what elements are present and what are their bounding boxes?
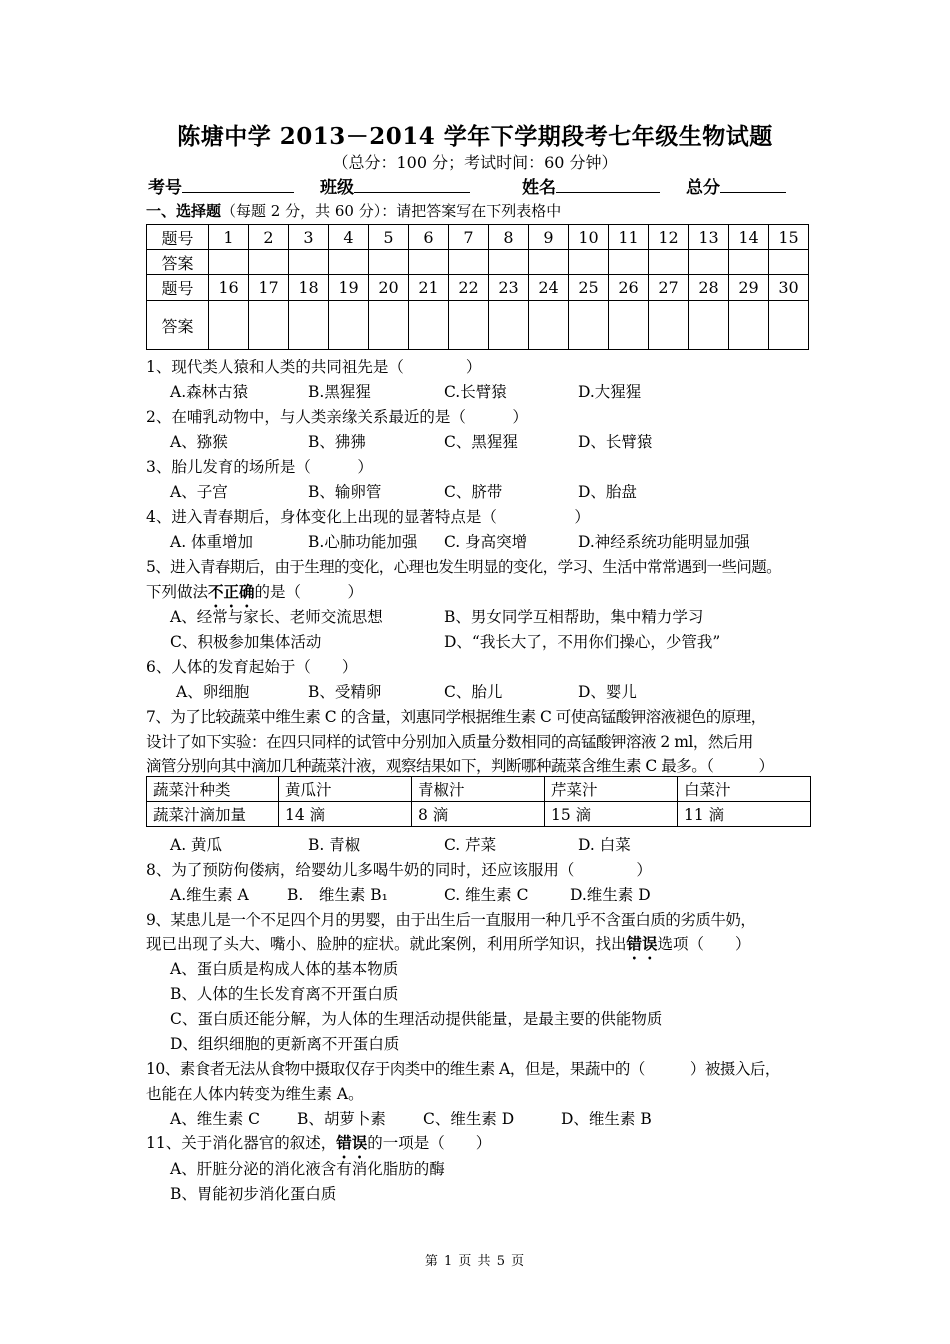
class-blank[interactable] xyxy=(354,174,470,193)
question-7-stem-line3: 滴管分别向其中滴加几种蔬菜汁液，观察结果如下，判断哪种蔬菜含维生素 C 最多。（ ） xyxy=(146,757,774,775)
question-7-option-c[interactable]: C. 芹菜 xyxy=(444,836,497,854)
answer-cell[interactable] xyxy=(689,250,729,275)
question-11-emphasis: 错误 xyxy=(336,1133,368,1152)
number-cell: 16 xyxy=(209,275,249,301)
question-6-stem: 6、人体的发育起始于（ ） xyxy=(146,658,358,676)
veg-header-cell: 蔬菜汁种类 xyxy=(147,777,279,802)
answer-row-2 xyxy=(147,301,809,350)
question-9-emphasis: 错误 xyxy=(626,934,658,953)
number-cell: 14 xyxy=(729,225,769,250)
answer-table xyxy=(146,224,809,350)
number-cell: 25 xyxy=(569,275,609,301)
question-10-option-d[interactable]: D、维生素 B xyxy=(561,1110,652,1128)
answer-cell[interactable] xyxy=(249,301,289,350)
question-1-option-d[interactable]: D.大猩猩 xyxy=(578,383,642,401)
question-5-option-c[interactable]: C、积极参加集体活动 xyxy=(170,633,322,651)
total-field[interactable] xyxy=(686,173,786,198)
number-cell: 17 xyxy=(249,275,289,301)
exam-no-field[interactable] xyxy=(148,173,294,198)
answer-cell[interactable] xyxy=(569,250,609,275)
question-4-stem: 4、进入青春期后，身体变化上出现的显著特点是（ ） xyxy=(146,508,590,526)
number-cell: 5 xyxy=(369,225,409,250)
question-5-emphasis: 不正确 xyxy=(208,582,255,601)
question-6-option-c[interactable]: C、胎儿 xyxy=(444,683,503,701)
section1-heading xyxy=(146,200,561,221)
question-1-option-b[interactable]: B.黑猩猩 xyxy=(308,383,371,401)
answer-cell[interactable] xyxy=(609,250,649,275)
question-8-option-a[interactable]: A.维生素 A xyxy=(170,886,249,904)
question-8-option-b[interactable]: B. 维生素 B₁ xyxy=(287,886,388,904)
answer-cell[interactable] xyxy=(609,301,649,350)
number-cell: 27 xyxy=(649,275,689,301)
answer-cell[interactable] xyxy=(489,250,529,275)
answer-cell[interactable] xyxy=(489,301,529,350)
number-cell: 30 xyxy=(769,275,809,301)
veg-data-cell: 14 滴 xyxy=(279,802,412,827)
answer-cell[interactable] xyxy=(769,250,809,275)
number-cell: 1 xyxy=(209,225,249,250)
answer-cell[interactable] xyxy=(329,250,369,275)
number-cell: 10 xyxy=(569,225,609,250)
number-cell: 22 xyxy=(449,275,489,301)
question-9-stem-post: 选项（ ） xyxy=(657,935,751,953)
number-cell: 28 xyxy=(689,275,729,301)
question-11-option-a[interactable]: A、肝脏分泌的消化液含有消化脂肪的酶 xyxy=(170,1160,445,1178)
page-footer: 第 1 页 共 5 页 xyxy=(424,1254,526,1269)
question-6-option-b[interactable]: B、受精卵 xyxy=(308,683,382,701)
question-2-option-d[interactable]: D、长臂猿 xyxy=(578,433,653,451)
question-2-option-c[interactable]: C、黑猩猩 xyxy=(444,433,518,451)
veg-header-cell: 青椒汁 xyxy=(412,777,545,802)
question-7-option-a[interactable]: A. 黄瓜 xyxy=(170,836,223,854)
question-5-option-a[interactable]: A、经常与家长、老师交流思想 xyxy=(170,608,383,626)
number-cell: 9 xyxy=(529,225,569,250)
veg-data-cell: 8 滴 xyxy=(412,802,545,827)
question-5-option-b[interactable]: B、男女同学互相帮助，集中精力学习 xyxy=(444,608,704,626)
name-field[interactable] xyxy=(522,173,660,198)
veg-table-data-row xyxy=(147,802,811,827)
question-7-option-b[interactable]: B. 青椒 xyxy=(308,836,361,854)
question-3-option-b[interactable]: B、输卵管 xyxy=(308,483,382,501)
class-field[interactable] xyxy=(320,173,470,198)
question-6-option-a[interactable]: A、卵细胞 xyxy=(176,683,250,701)
question-11-stem-post: 的一项是（ ） xyxy=(367,1134,492,1152)
question-10-option-c[interactable]: C、维生素 D xyxy=(423,1110,515,1128)
veg-data-cell: 蔬菜汁滴加量 xyxy=(147,802,279,827)
question-10-option-b[interactable]: B、胡萝卜素 xyxy=(297,1110,386,1128)
question-4-option-c[interactable]: C. 身高突增 xyxy=(444,533,528,551)
veg-header-cell: 芹菜汁 xyxy=(545,777,678,802)
total-blank[interactable] xyxy=(720,174,786,193)
question-5-option-d[interactable]: D、“我长大了，不用你们操心，少管我” xyxy=(444,633,721,651)
question-10-stem-line1: 10、素食者无法从食物中摄取仅存于肉类中的维生素 A，但是，果蔬中的（ ）被摄入后， xyxy=(146,1060,780,1078)
number-cell: 15 xyxy=(769,225,809,250)
section1-note: （每题 2 分，共 60 分）：请把答案写在下列表格中 xyxy=(221,202,562,220)
answer-cell[interactable] xyxy=(529,301,569,350)
question-5-stem-line1: 5、进入青春期后，由于生理的变化，心理也发生明显的变化，学习、生活中常常遇到一些问题。 xyxy=(146,558,782,576)
veg-data-cell: 11 滴 xyxy=(678,802,811,827)
question-4-option-a[interactable]: A. 体重增加 xyxy=(170,533,254,551)
answer-cell[interactable] xyxy=(649,250,689,275)
question-9-stem-line1: 9、某患儿是一个不足四个月的男婴，由于出生后一直服用一种几乎不含蛋白质的劣质牛奶， xyxy=(146,911,756,929)
question-4-option-b[interactable]: B.心肺功能加强 xyxy=(308,533,418,551)
number-cell: 4 xyxy=(329,225,369,250)
question-7-stem-line1: 7、为了比较蔬菜中维生素 C 的含量，刘惠同学根据维生素 C 可使高锰酸钾溶液褪色的原理， xyxy=(146,708,766,726)
total-label: 总分 xyxy=(686,178,720,198)
veg-header-cell: 白菜汁 xyxy=(678,777,811,802)
question-3-option-d[interactable]: D、胎盘 xyxy=(578,483,637,501)
answer-cell[interactable] xyxy=(329,301,369,350)
question-2-option-b[interactable]: B、狒狒 xyxy=(308,433,366,451)
answer-cell[interactable] xyxy=(209,250,249,275)
question-3-option-a[interactable]: A、子宫 xyxy=(170,483,228,501)
number-cell: 6 xyxy=(409,225,449,250)
veg-data-cell: 15 滴 xyxy=(545,802,678,827)
question-9-stem-pre: 现已出现了头大、嘴小、脸肿的症状。就此案例，利用所学知识，找出 xyxy=(146,935,627,953)
answer-cell[interactable] xyxy=(729,250,769,275)
question-5-stem-pre: 下列做法 xyxy=(146,583,209,601)
number-cell: 11 xyxy=(609,225,649,250)
question-1-option-c[interactable]: C.长臂猿 xyxy=(444,383,507,401)
name-label: 姓名 xyxy=(522,178,556,198)
question-1-stem: 1、现代类人猿和人类的共同祖先是（ ） xyxy=(146,358,482,376)
number-cell: 19 xyxy=(329,275,369,301)
number-row-2 xyxy=(147,275,809,301)
answer-cell[interactable] xyxy=(769,301,809,350)
veg-header-cell: 黄瓜汁 xyxy=(279,777,412,802)
answer-cell[interactable] xyxy=(409,301,449,350)
answer-cell[interactable] xyxy=(449,250,489,275)
answer-cell[interactable] xyxy=(729,301,769,350)
question-8-stem: 8、为了预防佝偻病，给婴幼儿多喝牛奶的同时，还应该服用（ ） xyxy=(146,861,652,879)
question-7-option-d[interactable]: D. 白菜 xyxy=(578,836,631,854)
number-cell: 23 xyxy=(489,275,529,301)
answer-cell[interactable] xyxy=(409,250,449,275)
number-cell: 29 xyxy=(729,275,769,301)
number-cell: 18 xyxy=(289,275,329,301)
question-9-option-b[interactable]: B、人体的生长发育离不开蛋白质 xyxy=(170,985,399,1003)
question-11-stem-pre: 11、关于消化器官的叙述， xyxy=(146,1134,337,1152)
question-7-stem-line2: 设计了如下实验：在四只同样的试管中分别加入质量分数相同的高锰酸钾溶液 2 ml，然后用 xyxy=(146,733,753,751)
question-10-stem-line2: 也能在人体内转变为维生素 A。 xyxy=(146,1085,364,1103)
answer-cell[interactable] xyxy=(289,301,329,350)
exam-title: 陈塘中学 2013－2014 学年下学期段考七年级生物试题 xyxy=(177,123,773,150)
answer-cell[interactable] xyxy=(449,301,489,350)
answer-row-label: 答案 xyxy=(147,301,209,350)
answer-row-label: 答案 xyxy=(147,250,209,275)
answer-cell[interactable] xyxy=(689,301,729,350)
number-row-1 xyxy=(147,225,809,250)
number-cell: 8 xyxy=(489,225,529,250)
number-cell: 26 xyxy=(609,275,649,301)
question-11-option-b[interactable]: B、胃能初步消化蛋白质 xyxy=(170,1185,337,1203)
question-2-stem: 2、在哺乳动物中，与人类亲缘关系最近的是（ ） xyxy=(146,408,528,426)
question-5-stem-post: 的是（ ） xyxy=(254,583,364,601)
question-1-option-a[interactable]: A.森林古猿 xyxy=(170,383,249,401)
number-cell: 24 xyxy=(529,275,569,301)
question-2-option-a[interactable]: A、猕猴 xyxy=(170,433,228,451)
vegetable-juice-table xyxy=(146,776,811,827)
section1-title: 一、选择题 xyxy=(146,202,222,220)
answer-cell[interactable] xyxy=(649,301,689,350)
answer-cell[interactable] xyxy=(249,250,289,275)
number-cell: 21 xyxy=(409,275,449,301)
question-9-option-c[interactable]: C、蛋白质还能分解，为人体的生理活动提供能量，是最主要的供能物质 xyxy=(170,1010,663,1028)
question-3-stem: 3、胎儿发育的场所是（ ） xyxy=(146,458,373,476)
exam-no-blank[interactable] xyxy=(182,174,294,193)
answer-cell[interactable] xyxy=(529,250,569,275)
answer-row-1 xyxy=(147,250,809,275)
number-cell: 13 xyxy=(689,225,729,250)
number-row-label: 题号 xyxy=(147,275,209,301)
name-blank[interactable] xyxy=(556,174,660,193)
exam-no-label: 考号 xyxy=(148,178,182,198)
number-row-label: 题号 xyxy=(147,225,209,250)
question-6-option-d[interactable]: D、婴儿 xyxy=(578,683,637,701)
answer-cell[interactable] xyxy=(209,301,249,350)
veg-table-header-row xyxy=(147,777,811,802)
number-cell: 2 xyxy=(249,225,289,250)
class-label: 班级 xyxy=(320,178,354,198)
answer-cell[interactable] xyxy=(289,250,329,275)
number-cell: 12 xyxy=(649,225,689,250)
question-10-option-a[interactable]: A、维生素 C xyxy=(170,1110,260,1128)
answer-cell[interactable] xyxy=(369,250,409,275)
exam-subtitle: （总分：100 分；考试时间：60 分钟） xyxy=(332,153,618,172)
question-4-option-d[interactable]: D.神经系统功能明显加强 xyxy=(578,533,750,551)
question-9-option-a[interactable]: A、蛋白质是构成人体的基本物质 xyxy=(170,960,399,978)
question-8-option-c[interactable]: C. 维生素 C xyxy=(444,886,529,904)
answer-cell[interactable] xyxy=(369,301,409,350)
answer-cell[interactable] xyxy=(569,301,609,350)
number-cell: 3 xyxy=(289,225,329,250)
question-9-option-d[interactable]: D、组织细胞的更新离不开蛋白质 xyxy=(170,1035,400,1053)
number-cell: 7 xyxy=(449,225,489,250)
number-cell: 20 xyxy=(369,275,409,301)
question-3-option-c[interactable]: C、脐带 xyxy=(444,483,503,501)
question-8-option-d[interactable]: D.维生素 D xyxy=(570,886,651,904)
